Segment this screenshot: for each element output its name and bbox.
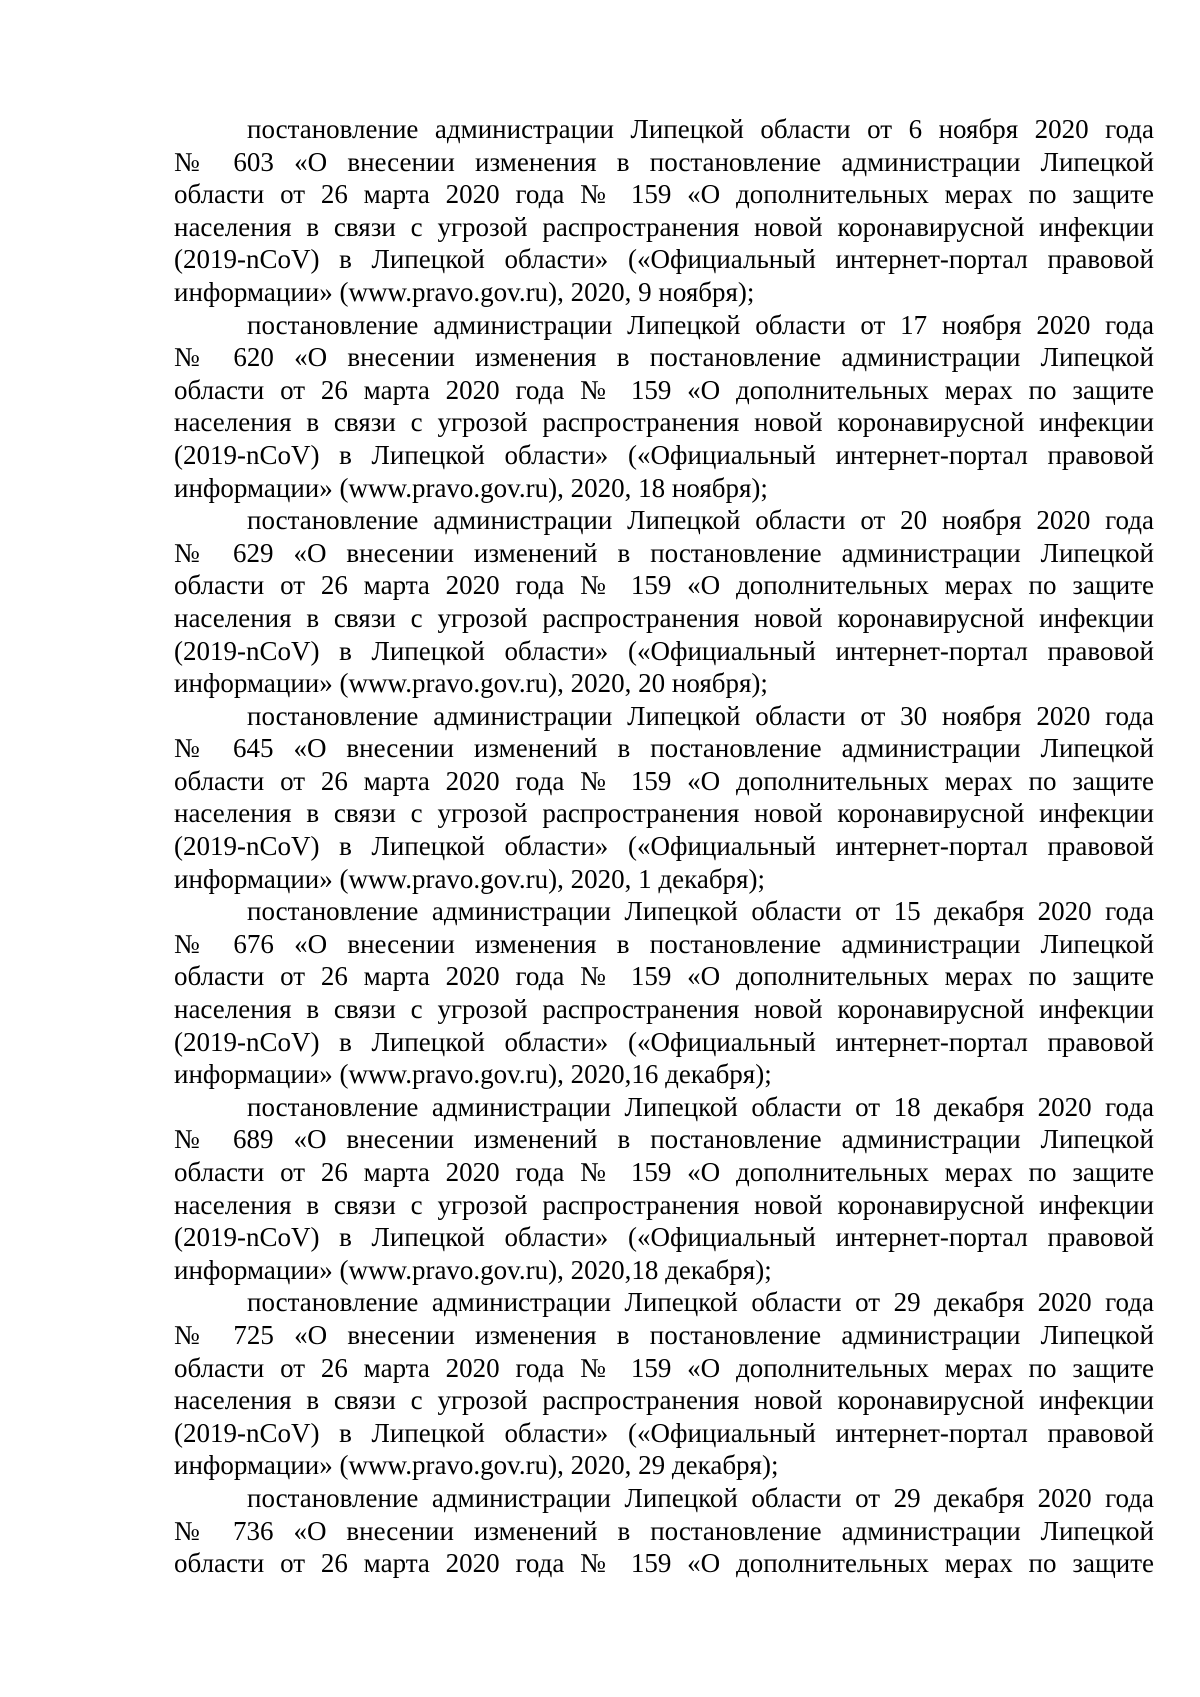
text-line: (2019-nCoV) в Липецкой области» («Официальный интернет-портал правовой	[174, 635, 1154, 666]
text-line: (2019-nCoV) в Липецкой области» («Официальный интернет-портал правовой	[174, 244, 1154, 275]
text-line: области от 26 марта 2020 года № 159 «О дополнительных мерах по защите	[174, 179, 1154, 210]
paragraph-first-line: постановление администрации Липецкой области от 18 декабря 2020 года	[247, 1091, 1154, 1122]
paragraph-first-line: постановление администрации Липецкой области от 17 ноября 2020 года	[247, 309, 1154, 340]
text-line: населения в связи с угрозой распространения новой коронавирусной инфекции	[174, 1385, 1154, 1416]
paragraph-first-line: постановление администрации Липецкой области от 6 ноября 2020 года	[247, 114, 1154, 144]
text-line: населения в связи с угрозой распространения новой коронавирусной инфекции	[174, 211, 1154, 242]
text-line: области от 26 марта 2020 года № 159 «О дополнительных мерах по защите	[174, 765, 1154, 796]
paragraph-last-line: информации» (www.pravo.gov.ru), 2020,16 декабря);	[174, 1059, 772, 1090]
text-line: № 676 «О внесении изменения в постановление администрации Липецкой	[174, 928, 1154, 959]
paragraph-first-line: постановление администрации Липецкой области от 20 ноября 2020 года	[247, 505, 1154, 536]
paragraph-last-line: информации» (www.pravo.gov.ru), 2020, 1 декабря);	[174, 863, 765, 894]
text-line: № 629 «О внесении изменений в постановление администрации Липецкой	[174, 537, 1154, 568]
text-line: области от 26 марта 2020 года № 159 «О дополнительных мерах по защите	[174, 1352, 1154, 1383]
text-line: населения в связи с угрозой распространения новой коронавирусной инфекции	[174, 602, 1154, 633]
text-line: № 689 «О внесении изменений в постановление администрации Липецкой	[174, 1124, 1154, 1155]
paragraph-last-line: информации» (www.pravo.gov.ru), 2020,18 декабря);	[174, 1254, 772, 1285]
paragraph-last-line: информации» (www.pravo.gov.ru), 2020, 18 ноября);	[174, 472, 768, 503]
text-line: области от 26 марта 2020 года № 159 «О дополнительных мерах по защите	[174, 374, 1154, 405]
paragraph-first-line: постановление администрации Липецкой области от 15 декабря 2020 года	[247, 896, 1154, 927]
text-line: (2019-nCoV) в Липецкой области» («Официальный интернет-портал правовой	[174, 1417, 1154, 1448]
text-line: населения в связи с угрозой распространения новой коронавирусной инфекции	[174, 407, 1154, 438]
text-line: области от 26 марта 2020 года № 159 «О дополнительных мерах по защите	[174, 961, 1154, 992]
paragraph-last-line: информации» (www.pravo.gov.ru), 2020, 29 декабря);	[174, 1450, 779, 1481]
paragraph-first-line: постановление администрации Липецкой области от 29 декабря 2020 года	[247, 1482, 1154, 1513]
text-line: области от 26 марта 2020 года № 159 «О дополнительных мерах по защите	[174, 1548, 1154, 1579]
text-line: (2019-nCoV) в Липецкой области» («Официальный интернет-портал правовой	[174, 1222, 1154, 1253]
paragraph-last-line: информации» (www.pravo.gov.ru), 2020, 9 ноября);	[174, 276, 755, 307]
text-line: № 620 «О внесении изменения в постановление администрации Липецкой	[174, 342, 1154, 373]
text-line: населения в связи с угрозой распространения новой коронавирусной инфекции	[174, 994, 1154, 1025]
text-line: № 725 «О внесении изменения в постановление администрации Липецкой	[174, 1319, 1154, 1350]
paragraph-first-line: постановление администрации Липецкой области от 29 декабря 2020 года	[247, 1287, 1154, 1318]
text-line: (2019-nCoV) в Липецкой области» («Официальный интернет-портал правовой	[174, 831, 1154, 862]
text-line: № 645 «О внесении изменений в постановление администрации Липецкой	[174, 733, 1154, 764]
text-line: № 736 «О внесении изменений в постановление администрации Липецкой	[174, 1515, 1154, 1546]
text-line: области от 26 марта 2020 года № 159 «О дополнительных мерах по защите	[174, 570, 1154, 601]
text-line: населения в связи с угрозой распространения новой коронавирусной инфекции	[174, 798, 1154, 829]
paragraph-last-line: информации» (www.pravo.gov.ru), 2020, 20 ноября);	[174, 668, 768, 699]
text-line: (2019-nCoV) в Липецкой области» («Официальный интернет-портал правовой	[174, 439, 1154, 470]
paragraph-first-line: постановление администрации Липецкой области от 30 ноября 2020 года	[247, 700, 1154, 731]
document-body	[174, 113, 1154, 1580]
text-line: населения в связи с угрозой распространения новой коронавирусной инфекции	[174, 1189, 1154, 1220]
text-line: (2019-nCoV) в Липецкой области» («Официальный интернет-портал правовой	[174, 1026, 1154, 1057]
text-line: № 603 «О внесении изменения в постановление администрации Липецкой	[174, 146, 1154, 177]
text-line: области от 26 марта 2020 года № 159 «О дополнительных мерах по защите	[174, 1157, 1154, 1187]
